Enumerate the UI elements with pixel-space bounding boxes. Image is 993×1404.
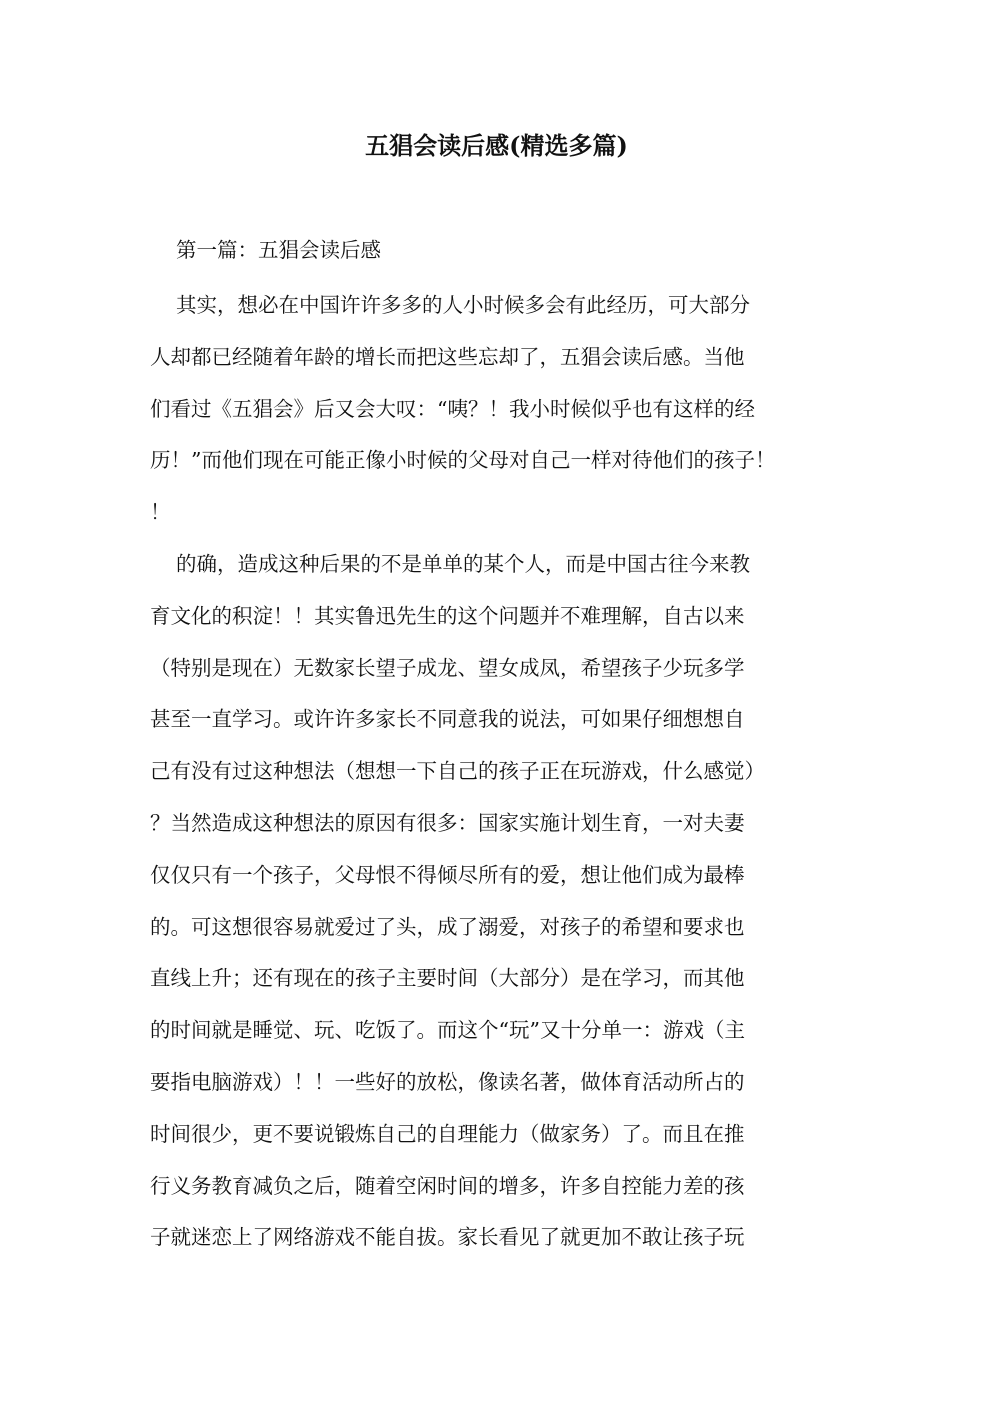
text-line: （特别是现在）无数家长望子成龙、望女成凤，希望孩子少玩多学	[150, 655, 745, 680]
text-line: 直线上升；还有现在的孩子主要时间（大部分）是在学习，而其他	[150, 966, 745, 991]
text-line: ！	[150, 500, 171, 525]
text-line: 人却都已经随着年龄的增长而把这些忘却了，五猖会读后感。当他	[150, 344, 745, 369]
text-line: 历！”而他们现在可能正像小时候的父母对自己一样对待他们的孩子！	[150, 448, 776, 473]
text-line: 子就迷恋上了网络游戏不能自拔。家长看见了就更加不敢让孩子玩	[150, 1225, 745, 1250]
text-line: 要指电脑游戏）！！一些好的放松，像读名著，做体育活动所占的	[150, 1069, 745, 1094]
text-line: 时间很少，更不要说锻炼自己的自理能力（做家务）了。而且在推	[150, 1121, 745, 1146]
text-line: 们看过《五猖会》后又会大叹：“咦？！我小时候似乎也有这样的经	[150, 396, 755, 421]
text-line: 的时间就是睡觉、玩、吃饭了。而这个“玩”又十分单一：游戏（主	[150, 1018, 745, 1043]
body-text	[150, 284, 840, 1268]
document-title: 五猖会读后感(精选多篇)	[365, 131, 628, 160]
section-heading: 第一篇：五猖会读后感	[176, 238, 381, 262]
text-line: ？当然造成这种想法的原因有很多：国家实施计划生育，一对夫妻	[150, 810, 745, 835]
text-line: 育文化的积淀！！其实鲁迅先生的这个问题并不难理解，自古以来	[150, 603, 745, 628]
text-line: 甚至一直学习。或许许多家长不同意我的说法，可如果仔细想想自	[150, 707, 745, 732]
text-line: 其实，想必在中国许许多多的人小时候多会有此经历，可大部分	[176, 293, 750, 317]
text-line: 己有没有过这种想法（想想一下自己的孩子正在玩游戏，什么感觉）	[150, 759, 765, 784]
text-line: 的。可这想很容易就爱过了头，成了溺爱，对孩子的希望和要求也	[150, 914, 745, 939]
text-line: 行义务教育减负之后，随着空闲时间的增多，许多自控能力差的孩	[150, 1173, 745, 1198]
text-line: 的确，造成这种后果的不是单单的某个人，而是中国古往今来教	[176, 551, 750, 576]
text-line: 仅仅只有一个孩子，父母恨不得倾尽所有的爱，想让他们成为最棒	[150, 862, 745, 887]
